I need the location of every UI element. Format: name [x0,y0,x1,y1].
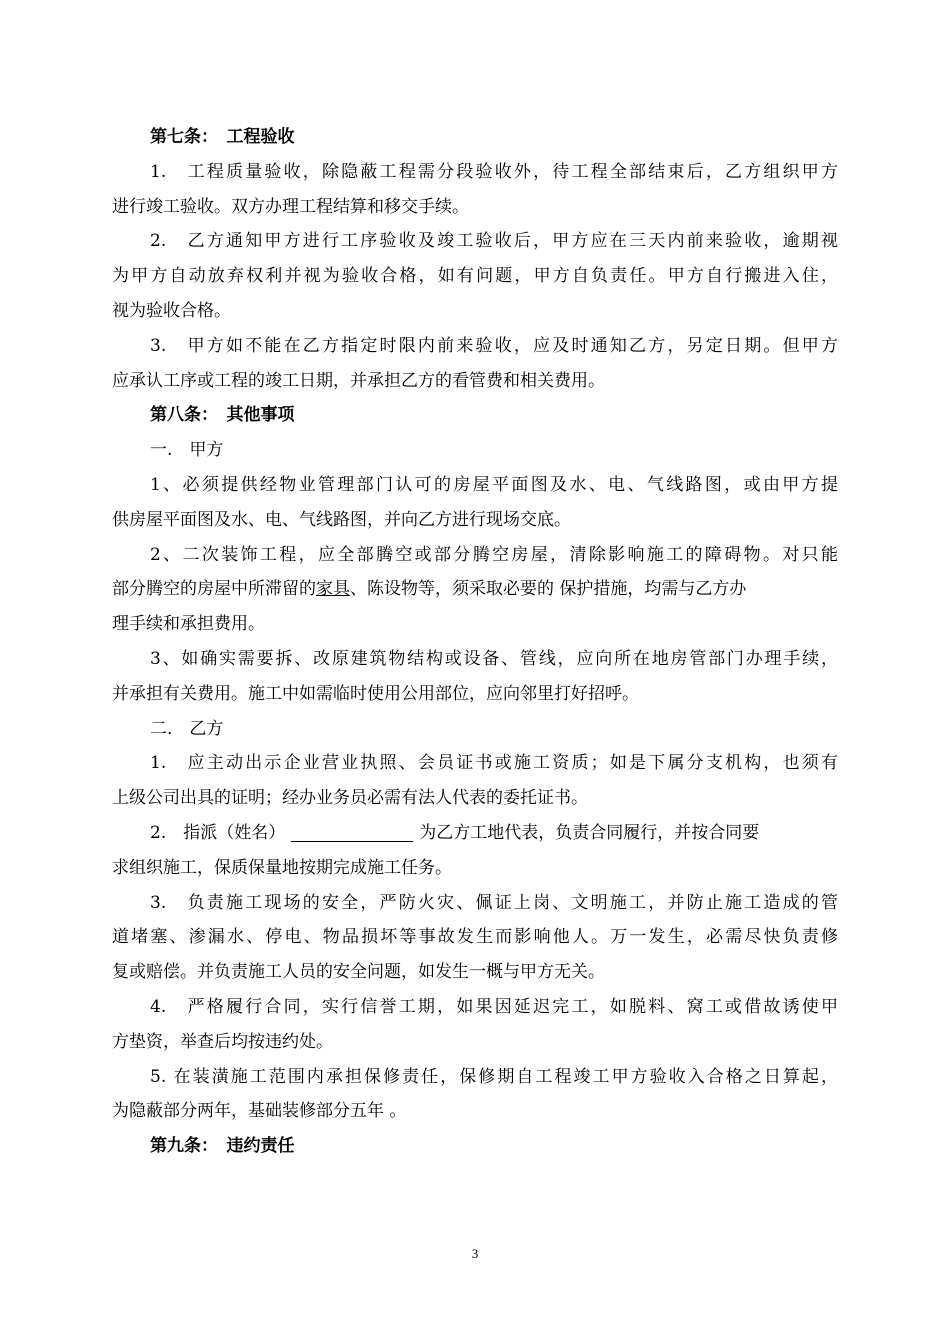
art7-p2-line3: 视为验收合格。 [112,300,231,321]
underlined-furniture: 家具 [316,579,350,600]
a-p2-line2-end: 、陈设物等，须采取必要的 保护措施，均需与乙方办 [350,579,747,600]
a-p2-line2 [112,572,838,607]
b-p2-line1-start: 2. 指派（姓名） [150,822,286,843]
a-p3-line1: 3、如确实需要拆、改原建筑物结构或设备、管线，应向所在地房管部门办理手续， [150,648,838,669]
b-p3-line3: 复或赔偿。并负责施工人员的安全问题，如发生一概与甲方无关。 [112,962,605,983]
party-a-label: 一. 甲方 [150,440,224,461]
a-p1-line2: 供房屋平面图及水、电、气线路图，并向乙方进行现场交底。 [112,509,571,530]
art7-p2-line2: 为甲方自动放弃权利并视为验收合格，如有问题，甲方自负责任。甲方自行搬进入住， [112,266,838,287]
page-number: 3 [471,1246,479,1261]
name-blank-field[interactable] [291,821,413,842]
b-p5-line2: 为隐蔽部分两年，基础装修部分五年 。 [112,1101,407,1122]
a-p3-line2: 并承担有关费用。施工中如需临时使用公用部位，应向邻里打好招呼。 [112,683,639,704]
party-b-label: 二. 乙方 [150,718,224,739]
a-p2-line2-start: 部分腾空的房屋中所滞留的 [112,579,316,600]
document-page [112,120,838,1164]
b-p2-line1-end: 为乙方工地代表，负责合同履行，并按合同要 [419,822,760,843]
b-p2-line1 [112,816,838,851]
art7-p2-line1: 2. 乙方通知甲方进行工序验收及竣工验收后，甲方应在三天内前来验收，逾期视 [150,231,838,252]
art7-p3-line2: 应承认工序或工程的竣工日期，并承担乙方的看管费和相关费用。 [112,370,605,391]
b-p1-line2: 上级公司出具的证明；经办业务员必需有法人代表的委托证书。 [112,788,588,809]
a-p1-line1: 1、必须提供经物业管理部门认可的房屋平面图及水、电、气线路图，或由甲方提 [150,474,838,495]
b-p2-line2: 求组织施工，保质保量地按期完成施工任务。 [112,857,452,878]
b-p3-line1: 3. 负责施工现场的安全，严防火灾、佩证上岗、文明施工，并防止施工造成的管 [150,892,838,913]
b-p4-line2: 方垫资，举查后均按违约处。 [112,1031,333,1052]
article-9-title: 第九条： 违约责任 [150,1136,295,1157]
b-p1-line1: 1. 应主动出示企业营业执照、会员证书或施工资质；如是下属分支机构，也须有 [150,753,838,774]
b-p5-line1: 5. 在装潢施工范围内承担保修责任，保修期自工程竣工甲方验收入合格之日算起， [150,1066,838,1087]
b-p4-line1: 4. 严格履行合同，实行信誉工期，如果因延迟完工，如脱料、窝工或借故诱使甲 [150,996,838,1017]
article-8-title: 第八条： 其他事项 [150,405,295,426]
article-7-title: 第七条： 工程验收 [150,127,295,147]
art7-p3-line1: 3. 甲方如不能在乙方指定时限内前来验收，应及时通知乙方，另定日期。但甲方 [150,335,838,356]
b-p3-line2: 道堵塞、渗漏水、停电、物品损坏等事故发生而影响他人。万一发生，必需尽快负责修 [112,927,838,948]
a-p2-line3: 理手续和承担费用。 [112,614,265,635]
art7-p1-line1: 1. 工程质量验收，除隐蔽工程需分段验收外，待工程全部结束后，乙方组织甲方 [150,161,838,182]
art7-p1-line2: 进行竣工验收。双方办理工程结算和移交手续。 [112,196,469,217]
a-p2-line1: 2、二次装饰工程，应全部腾空或部分腾空房屋，清除影响施工的障碍物。对只能 [150,544,838,565]
